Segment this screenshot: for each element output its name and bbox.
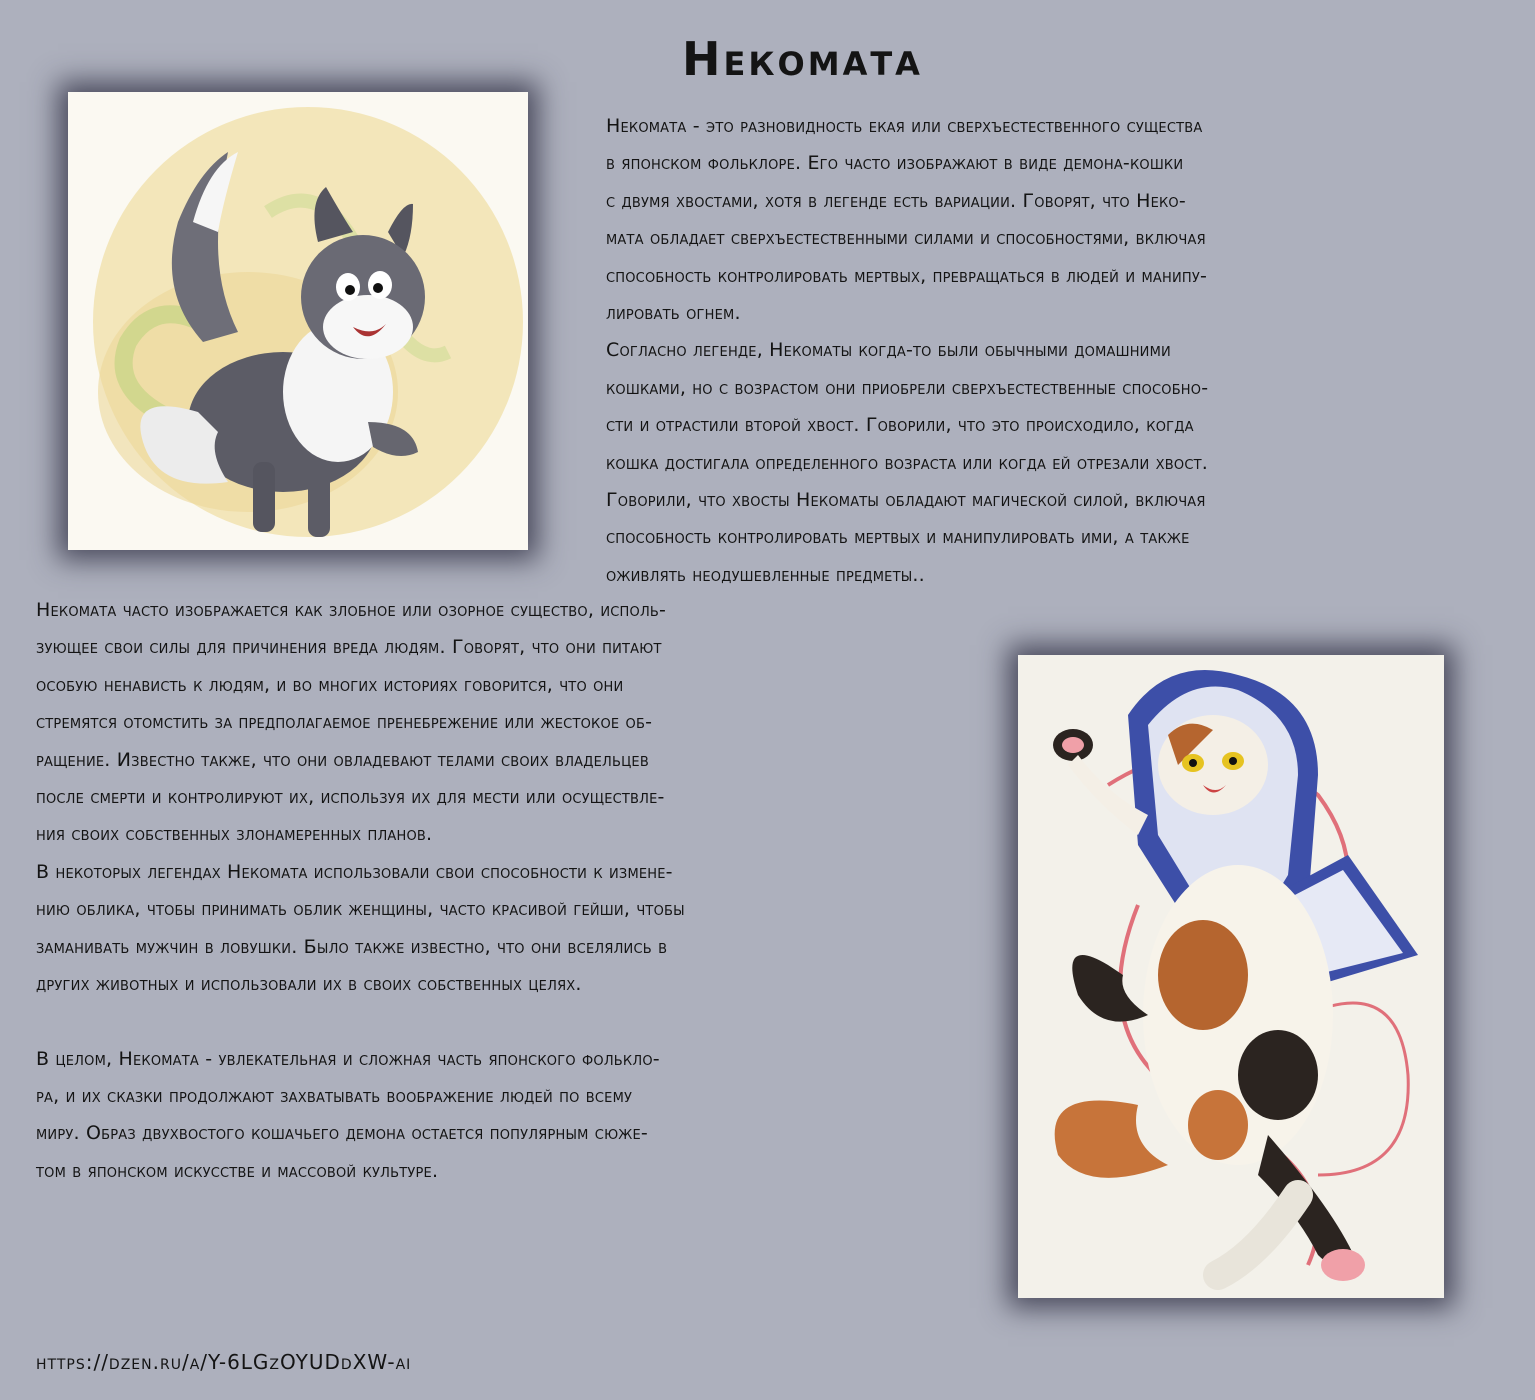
text-line: зующее свои силы для причинения вреда людям. Говорят, что они питают — [36, 636, 662, 659]
text-line: нию облика, чтобы принимать облик женщины, часто красивой гейши, чтобы — [36, 898, 685, 921]
grey-white-cat-illustration — [68, 92, 528, 550]
text-line: Некомата часто изображается как злобное или озорное существо, исполь- — [36, 599, 667, 621]
text-line: миру. Образ двухвостого кошачьего демона остается популярным сюже- — [36, 1122, 648, 1145]
text-line: кошками, но с возрастом они приобрели сверхъестественные способно- — [606, 376, 1209, 399]
body-text-block — [36, 592, 685, 1190]
text-line: Некомата - это разновидность екая или сверхъестественного существа — [606, 115, 1203, 137]
text-line: мата обладает сверхъестественными силами и способностями, включая — [606, 227, 1206, 250]
text-line: Согласно легенде, Некоматы когда-то были обычными домашними — [606, 339, 1171, 362]
text-line: В целом, Некомата - увлекательная и сложная часть японского фолькло- — [36, 1047, 660, 1070]
cat-one-drawing — [68, 92, 528, 550]
text-line — [36, 1003, 685, 1040]
text-line: кошка достигала определенного возраста или когда ей отрезали хвост. — [606, 451, 1208, 474]
text-line: после смерти и контролируют их, используя их для мести или осуществле- — [36, 785, 665, 808]
text-line: особую ненависть к людям, и во многих историях говорится, что они — [36, 673, 624, 696]
text-line: ния своих собственных злонамеренных планов. — [36, 823, 433, 846]
text-line: способность контролировать мертвых и манипулировать ими, а также — [606, 526, 1190, 549]
page-title: Некомата — [682, 32, 923, 86]
text-line: других животных и использовали их в своих собственных целях. — [36, 972, 582, 995]
intro-text-block — [606, 108, 1208, 594]
text-line: стремятся отомстить за предполагаемое пренебрежение или жестокое об- — [36, 711, 653, 734]
source-link[interactable]: https://dzen.ru/a/Y-6LGzOYUDdXW-ai — [36, 1350, 412, 1374]
text-line: Говорили, что хвосты Некоматы обладают магической силой, включая — [606, 488, 1206, 511]
text-line: способность контролировать мертвых, превращаться в людей и манипу- — [606, 264, 1208, 287]
cat-two-drawing — [1018, 655, 1444, 1298]
calico-cat-with-kerchief-illustration — [1018, 655, 1444, 1298]
text-line: оживлять неодушевленные предметы.. — [606, 563, 925, 586]
text-line: заманивать мужчин в ловушки. Было также известно, что они вселялись в — [36, 935, 668, 958]
text-line: том в японском искусстве и массовой культуре. — [36, 1159, 439, 1182]
text-line: с двумя хвостами, хотя в легенде есть вариации. Говорят, что Неко- — [606, 189, 1186, 212]
text-line: ра, и их сказки продолжают захватывать воображение людей по всему — [36, 1085, 633, 1108]
text-line: сти и отрастили второй хвост. Говорили, что это происходило, когда — [606, 414, 1194, 437]
text-line: в японском фольклоре. Его часто изображают в виде демона-кошки — [606, 152, 1184, 175]
text-line: лировать огнем. — [606, 301, 741, 324]
text-line: В некоторых легендах Некомата использовали свои способности к измене- — [36, 860, 673, 883]
text-line: ращение. Известно также, что они овладевают телами своих владельцев — [36, 748, 649, 771]
